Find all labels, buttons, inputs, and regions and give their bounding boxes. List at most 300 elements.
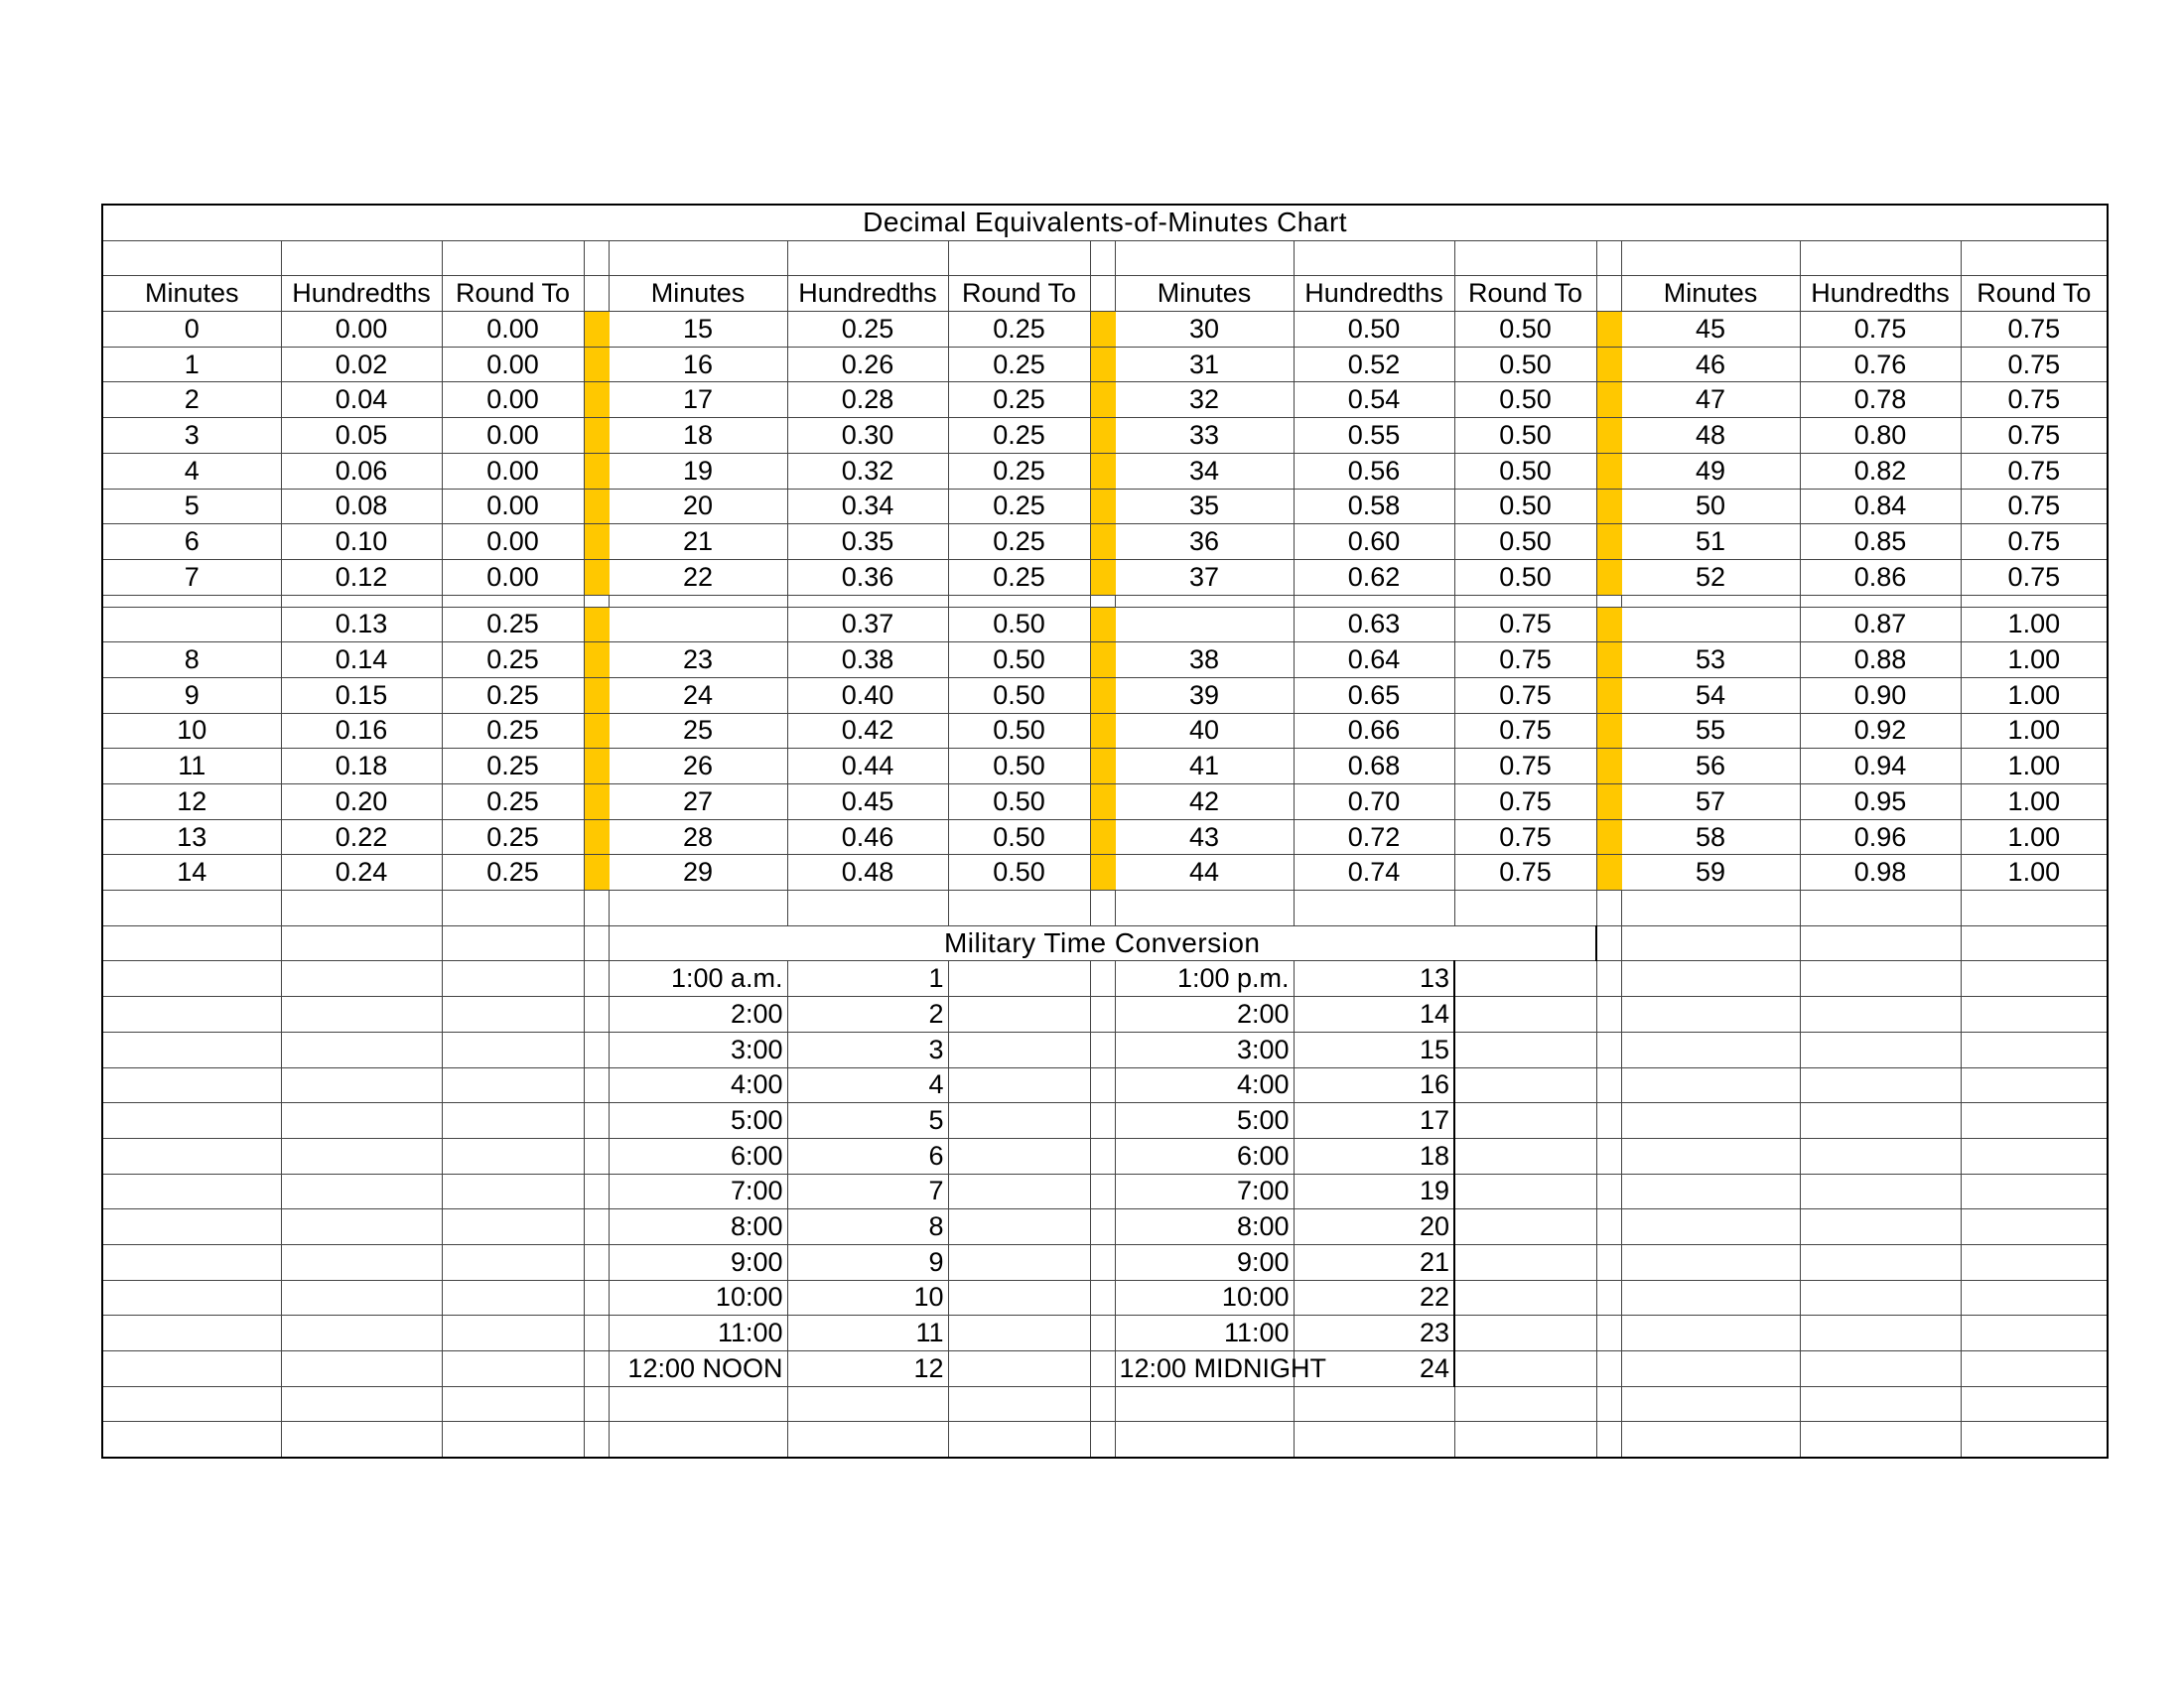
empty-cell — [281, 1032, 442, 1067]
minutes-cell: 32 — [1115, 382, 1294, 418]
hundredths-cell: 0.35 — [787, 524, 948, 560]
empty-cell — [102, 1174, 281, 1209]
round-to-cell: 0.25 — [948, 347, 1090, 382]
round-to-cell: 0.75 — [1961, 382, 2108, 418]
round-to-cell: 0.25 — [442, 677, 584, 713]
empty-cell — [102, 1386, 281, 1422]
column-header: Round To — [442, 276, 584, 312]
empty-cell — [1454, 1032, 1596, 1067]
round-to-cell: 0.75 — [1454, 713, 1596, 749]
empty-cell — [787, 595, 948, 607]
minutes-cell: 13 — [102, 819, 281, 855]
empty-cell — [1454, 961, 1596, 997]
empty-cell — [1621, 961, 1800, 997]
hundredths-cell: 0.08 — [281, 489, 442, 524]
round-to-cell: 0.75 — [1454, 677, 1596, 713]
highlight-separator — [584, 855, 609, 891]
column-header: Minutes — [1115, 276, 1294, 312]
hundredths-cell: 0.95 — [1800, 784, 1961, 820]
empty-cell — [1090, 1422, 1115, 1458]
empty-cell — [1454, 1316, 1596, 1351]
pm-time-cell: 12:00 MIDNIGHT — [1115, 1351, 1294, 1387]
highlight-separator — [1090, 312, 1115, 348]
hundredths-cell: 0.88 — [1800, 642, 1961, 678]
empty-cell — [1090, 595, 1115, 607]
pm-time-cell: 4:00 — [1115, 1067, 1294, 1103]
data-row — [102, 453, 2108, 489]
round-to-cell: 0.75 — [1961, 347, 2108, 382]
data-row — [102, 642, 2108, 678]
pm-hour-cell: 13 — [1294, 961, 1454, 997]
empty-cell — [442, 1209, 584, 1245]
round-to-cell: 0.25 — [948, 489, 1090, 524]
empty-cell — [1621, 1209, 1800, 1245]
hundredths-cell: 0.60 — [1294, 524, 1454, 560]
pm-time-cell: 7:00 — [1115, 1174, 1294, 1209]
military-row — [102, 1103, 2108, 1139]
empty-cell — [281, 1422, 442, 1458]
minutes-cell: 55 — [1621, 713, 1800, 749]
empty-cell — [281, 1138, 442, 1174]
empty-cell — [102, 240, 281, 276]
pm-time-cell: 9:00 — [1115, 1244, 1294, 1280]
highlight-separator — [1596, 713, 1621, 749]
empty-cell — [1621, 1138, 1800, 1174]
hundredths-cell: 0.13 — [281, 607, 442, 642]
empty-cell — [102, 997, 281, 1033]
hundredths-cell: 0.42 — [787, 713, 948, 749]
empty-cell — [1454, 1103, 1596, 1139]
empty-cell — [609, 595, 787, 607]
empty-cell — [102, 1244, 281, 1280]
data-row — [102, 347, 2108, 382]
empty-cell — [1454, 1209, 1596, 1245]
empty-cell — [442, 1422, 584, 1458]
separator — [1090, 1244, 1115, 1280]
data-row — [102, 382, 2108, 418]
separator — [1596, 925, 1621, 961]
column-header: Round To — [1454, 276, 1596, 312]
round-to-cell: 0.50 — [948, 784, 1090, 820]
empty-cell — [1115, 1422, 1294, 1458]
empty-cell — [102, 1316, 281, 1351]
hundredths-cell: 0.52 — [1294, 347, 1454, 382]
separator — [1090, 961, 1115, 997]
round-to-cell: 0.25 — [948, 453, 1090, 489]
separator — [1090, 276, 1115, 312]
empty-cell — [281, 240, 442, 276]
empty-cell — [1454, 1067, 1596, 1103]
highlight-separator — [584, 347, 609, 382]
highlight-separator — [584, 453, 609, 489]
empty-cell — [1961, 1386, 2108, 1422]
minutes-cell: 38 — [1115, 642, 1294, 678]
round-to-cell: 1.00 — [1961, 713, 2108, 749]
round-to-cell: 0.00 — [442, 559, 584, 595]
empty-cell — [281, 925, 442, 961]
military-row — [102, 961, 2108, 997]
empty-cell — [1596, 595, 1621, 607]
empty-cell — [948, 1174, 1090, 1209]
round-to-cell: 1.00 — [1961, 677, 2108, 713]
minutes-cell: 30 — [1115, 312, 1294, 348]
empty-cell — [1961, 1351, 2108, 1387]
empty-cell — [584, 1386, 609, 1422]
highlight-separator — [1090, 642, 1115, 678]
minutes-cell: 20 — [609, 489, 787, 524]
minutes-cell: 56 — [1621, 749, 1800, 784]
hundredths-cell: 0.76 — [1800, 347, 1961, 382]
pm-hour-cell: 17 — [1294, 1103, 1454, 1139]
empty-cell — [948, 1103, 1090, 1139]
data-row — [102, 819, 2108, 855]
column-header: Minutes — [1621, 276, 1800, 312]
am-hour-cell: 7 — [787, 1174, 948, 1209]
military-title: Military Time Conversion — [609, 925, 1596, 961]
empty-cell — [281, 1067, 442, 1103]
minutes-cell: 57 — [1621, 784, 1800, 820]
empty-cell — [1294, 1386, 1454, 1422]
empty-cell — [1961, 961, 2108, 997]
minutes-cell: 54 — [1621, 677, 1800, 713]
round-to-cell: 0.50 — [1454, 453, 1596, 489]
separator — [1596, 1103, 1621, 1139]
minutes-cell: 40 — [1115, 713, 1294, 749]
round-to-cell: 0.50 — [948, 607, 1090, 642]
empty-cell — [1621, 1103, 1800, 1139]
round-to-cell: 0.00 — [442, 382, 584, 418]
separator — [1596, 1244, 1621, 1280]
empty-cell — [787, 1386, 948, 1422]
hundredths-cell: 0.86 — [1800, 559, 1961, 595]
empty-cell — [1454, 1244, 1596, 1280]
empty-cell — [584, 240, 609, 276]
minutes-cell: 46 — [1621, 347, 1800, 382]
minutes-cell: 22 — [609, 559, 787, 595]
am-hour-cell: 11 — [787, 1316, 948, 1351]
separator — [584, 925, 609, 961]
highlight-separator — [584, 524, 609, 560]
separator — [1596, 1174, 1621, 1209]
pm-time-cell: 8:00 — [1115, 1209, 1294, 1245]
hundredths-cell: 0.68 — [1294, 749, 1454, 784]
separator — [584, 1032, 609, 1067]
data-row — [102, 855, 2108, 891]
round-to-cell: 1.00 — [1961, 784, 2108, 820]
highlight-separator — [584, 382, 609, 418]
round-to-cell: 1.00 — [1961, 749, 2108, 784]
round-to-cell: 0.25 — [948, 524, 1090, 560]
separator — [584, 1209, 609, 1245]
empty-cell — [442, 997, 584, 1033]
highlight-separator — [1090, 713, 1115, 749]
round-to-cell: 0.50 — [948, 713, 1090, 749]
round-to-cell: 0.00 — [442, 418, 584, 454]
data-row — [102, 524, 2108, 560]
empty-cell — [442, 961, 584, 997]
round-to-cell: 0.75 — [1961, 312, 2108, 348]
pm-hour-cell: 15 — [1294, 1032, 1454, 1067]
highlight-separator — [1596, 524, 1621, 560]
highlight-separator — [584, 559, 609, 595]
empty-cell — [1454, 1138, 1596, 1174]
highlight-separator — [584, 312, 609, 348]
highlight-separator — [584, 642, 609, 678]
round-to-cell: 0.50 — [1454, 489, 1596, 524]
minutes-cell: 41 — [1115, 749, 1294, 784]
empty-cell — [1621, 925, 1800, 961]
empty-cell — [1961, 1032, 2108, 1067]
military-row — [102, 1316, 2108, 1351]
minutes-cell: 4 — [102, 453, 281, 489]
empty-cell — [1961, 1067, 2108, 1103]
empty-cell — [1621, 1280, 1800, 1316]
column-header: Hundredths — [1294, 276, 1454, 312]
pm-time-cell: 6:00 — [1115, 1138, 1294, 1174]
empty-cell — [102, 595, 281, 607]
minutes-cell: 8 — [102, 642, 281, 678]
separator — [1090, 1280, 1115, 1316]
empty-cell — [1961, 1174, 2108, 1209]
empty-cell — [948, 1067, 1090, 1103]
minutes-cell — [1621, 607, 1800, 642]
empty-cell — [1621, 1386, 1800, 1422]
highlight-separator — [1596, 418, 1621, 454]
empty-cell — [1961, 1209, 2108, 1245]
hundredths-cell: 0.70 — [1294, 784, 1454, 820]
empty-cell — [1961, 240, 2108, 276]
pm-hour-cell: 18 — [1294, 1138, 1454, 1174]
column-header: Round To — [948, 276, 1090, 312]
round-to-cell: 0.00 — [442, 312, 584, 348]
empty-cell — [442, 240, 584, 276]
am-hour-cell: 10 — [787, 1280, 948, 1316]
data-row — [102, 489, 2108, 524]
empty-cell — [1454, 997, 1596, 1033]
empty-cell — [1621, 1067, 1800, 1103]
round-to-cell: 0.50 — [1454, 418, 1596, 454]
highlight-separator — [584, 607, 609, 642]
empty-cell — [281, 997, 442, 1033]
empty-cell — [102, 961, 281, 997]
pm-hour-cell: 16 — [1294, 1067, 1454, 1103]
empty-cell — [102, 1067, 281, 1103]
pm-time-cell: 3:00 — [1115, 1032, 1294, 1067]
round-to-cell: 0.00 — [442, 453, 584, 489]
empty-cell — [102, 1351, 281, 1387]
hundredths-cell: 0.38 — [787, 642, 948, 678]
hundredths-cell: 0.74 — [1294, 855, 1454, 891]
military-row — [102, 1209, 2108, 1245]
round-to-cell: 1.00 — [1961, 607, 2108, 642]
highlight-separator — [1596, 784, 1621, 820]
empty-cell — [1800, 1280, 1961, 1316]
minutes-cell — [1115, 607, 1294, 642]
empty-cell — [1800, 961, 1961, 997]
am-time-cell: 11:00 — [609, 1316, 787, 1351]
highlight-separator — [1596, 677, 1621, 713]
separator — [1090, 1174, 1115, 1209]
empty-cell — [1800, 925, 1961, 961]
am-hour-cell: 6 — [787, 1138, 948, 1174]
round-to-cell: 0.75 — [1454, 819, 1596, 855]
round-to-cell: 0.75 — [1454, 784, 1596, 820]
empty-cell — [442, 1386, 584, 1422]
am-hour-cell: 2 — [787, 997, 948, 1033]
pm-hour-cell: 14 — [1294, 997, 1454, 1033]
empty-cell — [1115, 595, 1294, 607]
round-to-cell: 0.50 — [1454, 312, 1596, 348]
hundredths-cell: 0.80 — [1800, 418, 1961, 454]
empty-cell — [1454, 1174, 1596, 1209]
data-row — [102, 559, 2108, 595]
data-row — [102, 749, 2108, 784]
separator — [1596, 1209, 1621, 1245]
hundredths-cell: 0.32 — [787, 453, 948, 489]
round-to-cell: 0.75 — [1454, 642, 1596, 678]
hundredths-cell: 0.65 — [1294, 677, 1454, 713]
empty-cell — [609, 891, 787, 926]
title-row — [102, 205, 2108, 240]
empty-cell — [1621, 1351, 1800, 1387]
highlight-separator — [1596, 855, 1621, 891]
hundredths-cell: 0.82 — [1800, 453, 1961, 489]
empty-cell — [1115, 1386, 1294, 1422]
minutes-cell: 28 — [609, 819, 787, 855]
empty-cell — [281, 1209, 442, 1245]
highlight-separator — [1090, 418, 1115, 454]
pm-time-cell: 5:00 — [1115, 1103, 1294, 1139]
blank-row — [102, 240, 2108, 276]
separator — [584, 1244, 609, 1280]
column-header: Minutes — [102, 276, 281, 312]
hundredths-cell: 0.96 — [1800, 819, 1961, 855]
empty-cell — [442, 1103, 584, 1139]
empty-cell — [1961, 595, 2108, 607]
empty-cell — [948, 1422, 1090, 1458]
empty-cell — [1961, 1280, 2108, 1316]
highlight-separator — [1596, 312, 1621, 348]
hundredths-cell: 0.20 — [281, 784, 442, 820]
minutes-cell: 58 — [1621, 819, 1800, 855]
round-to-cell: 0.75 — [1454, 855, 1596, 891]
column-header: Hundredths — [787, 276, 948, 312]
minutes-cell: 37 — [1115, 559, 1294, 595]
blank-row — [102, 891, 2108, 926]
am-hour-cell: 9 — [787, 1244, 948, 1280]
hundredths-cell: 0.64 — [1294, 642, 1454, 678]
empty-cell — [102, 1422, 281, 1458]
data-row — [102, 784, 2108, 820]
separator — [1090, 997, 1115, 1033]
round-to-cell: 0.50 — [1454, 559, 1596, 595]
separator — [1090, 1351, 1115, 1387]
round-to-cell: 0.25 — [948, 418, 1090, 454]
data-row — [102, 607, 2108, 642]
highlight-separator — [1596, 749, 1621, 784]
pm-hour-cell: 22 — [1294, 1280, 1454, 1316]
am-time-cell: 3:00 — [609, 1032, 787, 1067]
empty-cell — [948, 1138, 1090, 1174]
round-to-cell: 1.00 — [1961, 819, 2108, 855]
military-title-row — [102, 925, 2108, 961]
empty-cell — [281, 1174, 442, 1209]
empty-cell — [948, 240, 1090, 276]
round-to-cell: 0.50 — [948, 749, 1090, 784]
minutes-cell: 18 — [609, 418, 787, 454]
minutes-cell: 59 — [1621, 855, 1800, 891]
hundredths-cell: 0.48 — [787, 855, 948, 891]
empty-cell — [1800, 1103, 1961, 1139]
hundredths-cell: 0.36 — [787, 559, 948, 595]
empty-cell — [948, 891, 1090, 926]
empty-cell — [1294, 1422, 1454, 1458]
empty-cell — [442, 1174, 584, 1209]
minutes-cell: 24 — [609, 677, 787, 713]
pm-time-cell: 2:00 — [1115, 997, 1294, 1033]
empty-cell — [1621, 595, 1800, 607]
minutes-cell — [102, 607, 281, 642]
round-to-cell: 0.25 — [442, 642, 584, 678]
empty-cell — [1454, 1422, 1596, 1458]
empty-cell — [1596, 1386, 1621, 1422]
minutes-cell: 36 — [1115, 524, 1294, 560]
minutes-cell: 43 — [1115, 819, 1294, 855]
separator — [584, 1174, 609, 1209]
highlight-separator — [1090, 855, 1115, 891]
empty-cell — [1800, 240, 1961, 276]
am-hour-cell: 8 — [787, 1209, 948, 1245]
round-to-cell: 0.75 — [1961, 418, 2108, 454]
empty-cell — [1454, 1386, 1596, 1422]
round-to-cell: 0.25 — [442, 819, 584, 855]
am-time-cell: 6:00 — [609, 1138, 787, 1174]
highlight-separator — [1596, 642, 1621, 678]
hundredths-cell: 0.78 — [1800, 382, 1961, 418]
empty-cell — [281, 1103, 442, 1139]
empty-cell — [1800, 891, 1961, 926]
round-to-cell: 0.50 — [948, 855, 1090, 891]
minutes-cell: 33 — [1115, 418, 1294, 454]
empty-cell — [442, 1316, 584, 1351]
hundredths-cell: 0.25 — [787, 312, 948, 348]
round-to-cell: 0.75 — [1961, 559, 2108, 595]
round-to-cell: 0.75 — [1454, 607, 1596, 642]
column-header: Round To — [1961, 276, 2108, 312]
hundredths-cell: 0.46 — [787, 819, 948, 855]
minutes-cell: 0 — [102, 312, 281, 348]
round-to-cell: 0.50 — [1454, 524, 1596, 560]
empty-cell — [948, 1351, 1090, 1387]
empty-cell — [1961, 997, 2108, 1033]
empty-cell — [442, 1244, 584, 1280]
empty-cell — [1454, 1280, 1596, 1316]
military-row — [102, 1067, 2108, 1103]
pm-hour-cell: 19 — [1294, 1174, 1454, 1209]
hundredths-cell: 0.63 — [1294, 607, 1454, 642]
separator — [1090, 1138, 1115, 1174]
hundredths-cell: 0.92 — [1800, 713, 1961, 749]
am-time-cell: 7:00 — [609, 1174, 787, 1209]
military-row — [102, 997, 2108, 1033]
empty-cell — [281, 1316, 442, 1351]
minutes-cell: 50 — [1621, 489, 1800, 524]
hundredths-cell: 0.62 — [1294, 559, 1454, 595]
separator — [1090, 1067, 1115, 1103]
minutes-cell: 6 — [102, 524, 281, 560]
empty-cell — [281, 1351, 442, 1387]
minutes-cell: 53 — [1621, 642, 1800, 678]
